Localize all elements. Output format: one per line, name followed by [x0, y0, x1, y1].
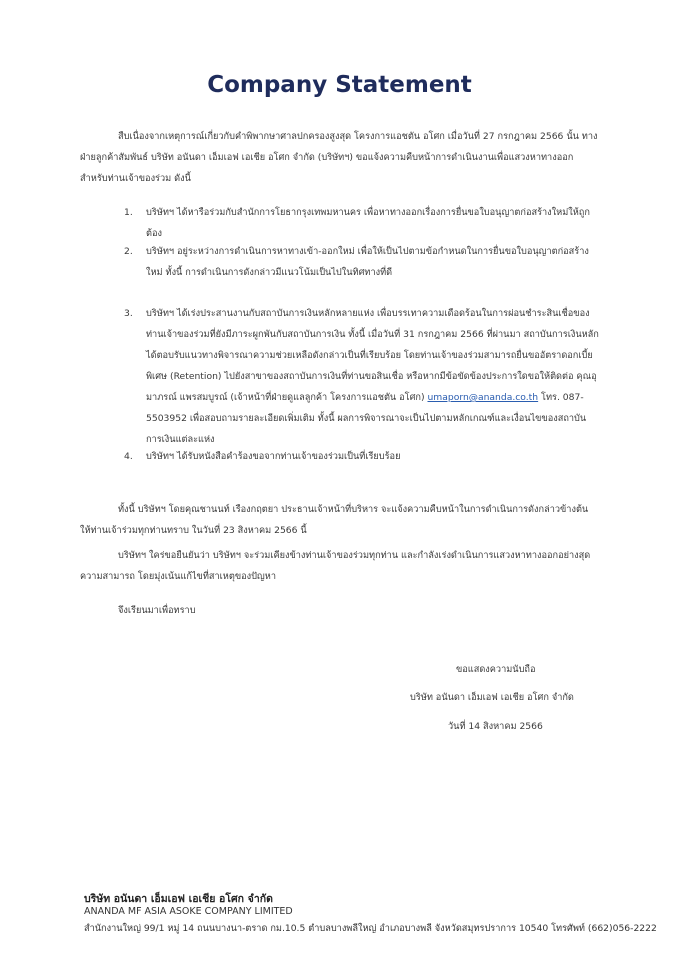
paragraph: จึงเรียนมาเพื่อทราบ	[118, 605, 196, 616]
item-number: 3.	[124, 308, 133, 319]
list-item	[124, 303, 600, 450]
page-title: Company Statement	[207, 72, 472, 98]
list-item	[124, 241, 600, 283]
footer-address: สำนักงานใหญ่ 99/1 หมู่ 14 ถนนบางนา-ตราด กม.10.5 ตำบลบางพลีใหญ่ อำเภอบางพลี จังหวัดสมุทรปราการ 10540 โทรศัพท์ (662)056-2222	[84, 923, 657, 934]
intro-paragraph: สืบเนื่องจากเหตุการณ์เกี่ยวกับคำพิพากษาศาลปกครองสูงสุด โครงการแอชตัน อโศก เมื่อวันที่ 27 กรกฎาคม 2566 นั้น ทางฝ่ายลูกค้าสัมพันธ์ บริษัท อนันดา เอ็มเอฟ เอเชีย อโศก จำกัด (บริษัทฯ) ขอแจ้งความคืบหน้าการดำเนินงานเพื่อแสวงหาทางออกสำหรับท่านเจ้าของร่วม ดังนี้	[80, 131, 598, 184]
item-text: บริษัทฯ อยู่ระหว่างการดำเนินการหาทางเข้า-ออกใหม่ เพื่อให้เป็นไปตามข้อกำหนดในการยื่นขอใบอนุญาตก่อสร้างใหม่ ทั้งนี้ การดำเนินการดังกล่าวมีแนวโน้มเป็นไปในทิศทางที่ดี	[146, 246, 589, 278]
footer-company-th: บริษัท อนันดา เอ็มเอฟ เอเชีย อโศก จำกัด	[84, 893, 273, 905]
item-number: 1.	[124, 207, 133, 218]
item-number: 4.	[124, 451, 133, 462]
signature-closing: ขอแสดงความนับถือ	[456, 664, 536, 675]
item-text-before: บริษัทฯ ได้เร่งประสานงานกับสถาบันการเงินหลักหลายแห่ง เพื่อบรรเทาความเดือดร้อนในการผ่อนชำระสินเชื่อของท่านเจ้าของร่วมที่ยังมีภาระผูกพันกับสถาบันการเงิน ทั้งนี้ เมื่อวันที่ 31 กรกฎาคม 2566 ที่ผ่านมา สถาบันการเงินหลักได้ตอบรับแนวทางพิจารณาความช่วยเหลือดังกล่าวเป็นที่เรียบร้อย โดยท่านเจ้าของร่วมสามารถยื่นขออัตราดอกเบี้ยพิเศษ (Retention) ไปยังสาขาของสถาบันการเงินที่ท่านขอสินเชื่อ หรือหากมีข้อขัดข้องประการใดขอให้ติดต่อ คุณอุมาภรณ์ แพรสมบูรณ์ (เจ้าหน้าที่ฝ่ายดูแลลูกค้า โครงการแอชตัน อโศก)	[146, 308, 599, 403]
paragraph: ทั้งนี้ บริษัทฯ โดยคุณชานนท์ เรืองกฤตยา ประธานเจ้าหน้าที่บริหาร จะแจ้งความคืบหน้าในการดำเนินการดังกล่าวข้างต้น ให้ท่านเจ้าร่วมทุกท่านทราบ ในวันที่ 23 สิงหาคม 2566 นี้	[80, 504, 589, 536]
item-number: 2.	[124, 246, 133, 257]
item-text	[146, 303, 600, 450]
paragraph: บริษัทฯ ใคร่ขอยืนยันว่า บริษัทฯ จะร่วมเคียงข้างท่านเจ้าของร่วมทุกท่าน และกำลังเร่งดำเนินการแสวงหาทางออกอย่างสุดความสามารถ โดยมุ่งเน้นแก้ไขที่สาเหตุของปัญหา	[80, 550, 591, 582]
list-item	[124, 202, 600, 244]
signature-company: บริษัท อนันดา เอ็มเอฟ เอเชีย อโศก จำกัด	[410, 692, 574, 703]
item-text: บริษัทฯ ได้รับหนังสือคำร้องขอจากท่านเจ้าของร่วมเป็นที่เรียบร้อย	[146, 451, 401, 462]
item-text-after: โทร. 087-5503952 เพื่อสอบถามรายละเอียดเพิ่มเติม ทั้งนี้ ผลการพิจารณาจะเป็นไปตามหลักเกณฑ์และเงื่อนไขของสถาบันการเงินแต่ละแห่ง	[146, 392, 587, 445]
signature-date: วันที่ 14 สิงหาคม 2566	[448, 721, 543, 732]
footer-company-en: ANANDA MF ASIA ASOKE COMPANY LIMITED	[84, 906, 293, 917]
email-link[interactable]: umaporn@ananda.co.th	[427, 392, 539, 403]
list-item	[124, 446, 600, 467]
item-text: บริษัทฯ ได้หารือร่วมกับสำนักการโยธากรุงเทพมหานคร เพื่อหาทางออกเรื่องการยื่นขอใบอนุญาตก่อสร้างใหม่ให้ถูกต้อง	[146, 207, 590, 239]
